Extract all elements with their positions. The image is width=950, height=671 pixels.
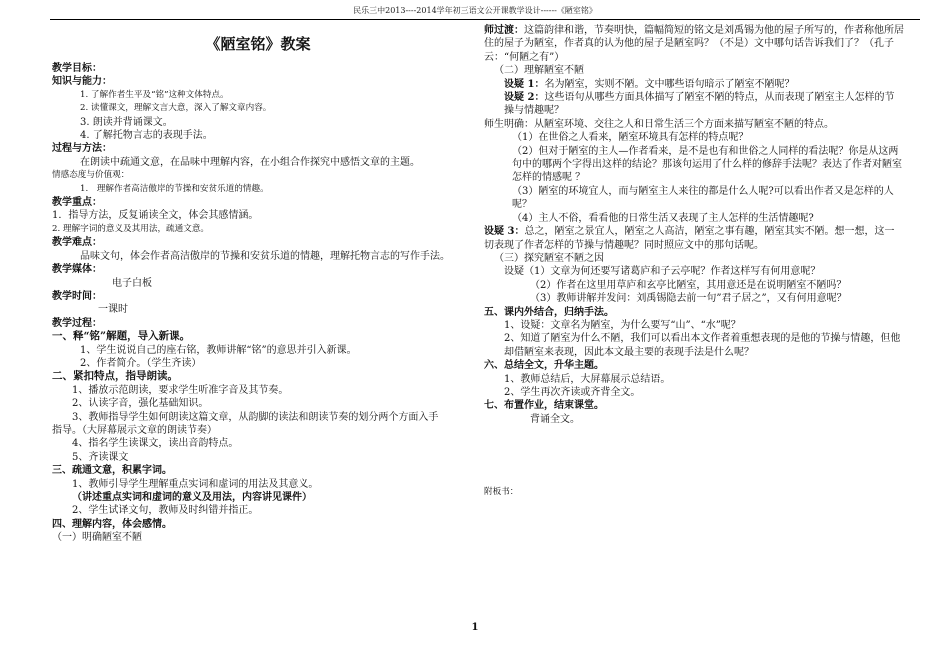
right-lines [484,24,904,500]
left-line: 2、学生试译文句，教师及时纠错并指正。 [72,505,259,517]
left-line: （讲述重点实词和虚词的意义及用法，内容讲见课件） [72,492,312,503]
header-rule [50,19,920,20]
left-line: 4、指名学生读课文，读出音韵特点。 [72,438,239,450]
right-line: （3）陋室的环境宜人，而与陋室主人来往的都是什么人呢?可以看出作者又是怎样的人呢？ [512,185,894,211]
left-line: 教学时间： [52,290,102,302]
right-line: 师过渡：这篇韵律和谐，节奏明快，篇幅简短的铭文是刘禹锡为他的屋子所写的，作者称他所居住的屋子为陋室，作者真的认为他的屋子是陋室吗？（不是）文中哪句话告诉我们了？（孔子云：“何陋之有”） [484,25,904,63]
page-number: 1 [471,622,479,633]
left-lines [52,62,464,545]
left-line: 2. 读懂课文，理解文言大意，深入了解文章内容。 [80,103,272,114]
right-line: 设疑 2：这些语句从哪些方面具体描写了陋室不陋的特点，从而表现了陋室主人怎样的节操与情趣呢？ [504,92,895,117]
page-header-text: 民乐三中2013----2014学年初三语文公开课教学设计------《陋室铭》 [353,6,597,15]
right-line: （2）但对于陋室的主人—作者看来，是不是也有和世俗之人同样的看法呢？你是从这两句中的哪两个字得出这样的结论？那该句运用了什么样的修辞手法呢？表达了作者对陋室怎样的情感呢 ？ [512,145,902,184]
line-lead-label: 设疑 3： [484,226,525,238]
right-line: 1、教师总结后，大屏幕展示总结语。 [504,373,671,385]
line-lead-label: 设疑 2： [504,92,545,104]
right-line: 背诵全文。 [530,413,580,425]
right-line: 2、学生再次齐读或齐背全文。 [504,386,641,398]
left-line: 1. 了解作者生平及“铭”这种文体特点。 [80,89,229,100]
right-line: 师生明确：从陋室环境、交往之人和日常生活三个方面来描写陋室不陋的特点。 [484,118,834,130]
left-line: （一）明确陋室不陋 [52,532,142,544]
left-line: 过程与方法： [52,143,112,155]
left-line: 一课时 [98,304,128,316]
left-line: 2、作者简介。（学生齐读） [80,357,202,369]
line-lead-label: 师过渡： [484,25,524,36]
left-line: 教学难点： [52,237,102,249]
left-line: 1、播放示范朗读，要求学生听准字音及其节奏。 [72,384,289,396]
left-line: 指导。（大屏幕展示文章的朗读节奏） [52,424,217,436]
right-line: （二）理解陋室不陋 [494,65,584,77]
left-line: 教学重点： [52,197,102,209]
right-line: （4）主人不俗，看看他的日常生活又表现了主人怎样的生活情趣呢? [512,212,814,224]
right-line: 七、布置作业，结束课堂。 [484,400,604,412]
left-line: 教学目标： [52,63,102,74]
left-line: 2. 理解字词的意义及其用法，疏通文意。 [52,223,210,234]
left-line: 1、教师引导学生理解重点实词和虚词的用法及其意义。 [72,478,319,490]
left-line: 5、齐读课文 [72,451,129,463]
document-title: 《陋室铭》教案 [205,35,311,53]
right-line: （3）教师讲解并发问：刘禹锡隐去前一句”君子居之”，又有何用意呢？ [530,293,847,305]
left-line: 二、紧扣特点，指导朗读。 [52,370,178,383]
right-line: 设疑 1：名为陋室，实则不陋。文中哪些语句暗示了陋室不陋呢？ [504,78,795,90]
left-line: 3. 朗读并背诵课文。 [80,116,173,128]
right-line: 五、课内外结合，归纳手法。 [484,306,614,318]
left-line: 品味文句，体会作者高洁傲岸的节操和安贫乐道的情趣，理解托物言志的写作手法。 [80,250,450,262]
left-line: 4. 了解托物言志的表现手法。 [80,130,213,142]
line-lead-label: 设疑 1： [504,78,545,90]
left-line: 一、释“铭”解题，导入新课。 [52,330,191,343]
right-line: 设疑（1）文章为何还要写诸葛庐和子云亭呢？作者这样写有何用意呢？ [504,266,821,278]
right-line: （2）作者在这里用草庐和玄亭比陋室，其用意还是在说明陋室不陋吗？ [530,279,847,291]
right-line: 附板书： [484,487,519,498]
right-column [484,24,904,500]
left-column [52,24,464,545]
left-line: 1．指导方法，反复诵读全文，体会其感情涵。 [52,210,259,222]
left-line: 四、理解内容，体会感情。 [52,518,172,530]
left-line: 在朗读中疏通文意，在品味中理解内容，在小组合作探究中感悟文章的主题。 [80,156,420,168]
right-line: 设疑 3：总之，陋室之景宜人，陋室之人高洁，陋室之事有趣，陋室其实不陋。想一想，这一切表现了作者怎样的节操与情趣呢？同时照应文中的那句话呢。 [484,226,895,251]
left-line: 教学媒体： [52,264,102,276]
left-line: 三、疏通文意，积累字词。 [52,465,172,477]
left-line: 1、学生说说自己的座右铭，教师讲解“铭”的意思并引入新课。 [80,344,357,356]
left-line: 2、认读字音，强化基础知识。 [72,398,209,410]
left-line: 3、教师指导学生如何朗读这篇文章，从韵脚的读法和朗读节奏的划分两个方面入手 [72,411,439,423]
right-line: （三）探究陋室不陋之因 [494,252,604,264]
left-line: 1. 理解作者高洁傲岸的节操和安贫乐道的情趣。 [80,183,269,194]
left-line: 知识与能力： [52,76,112,88]
left-line: 情感态度与价值观： [52,170,130,181]
left-line: 教学过程： [52,317,102,329]
right-line: 六、总结全文，升华主题。 [484,360,604,372]
right-line: 2、知道了陋室为什么不陋，我们可以看出本文作者着重想表现的是他的节操与情趣，但他却借陋室来表现，因此本文最主要的表现手法是什么呢？ [504,333,901,358]
left-line: 电子白板 [112,277,152,289]
right-line: 1、设疑：文章名为陋室，为什么要写“山”、“水”呢？ [504,319,741,331]
right-line: （1）在世俗之人看来，陋室环境具有怎样的特点呢？ [512,132,749,144]
right-line [484,426,904,486]
